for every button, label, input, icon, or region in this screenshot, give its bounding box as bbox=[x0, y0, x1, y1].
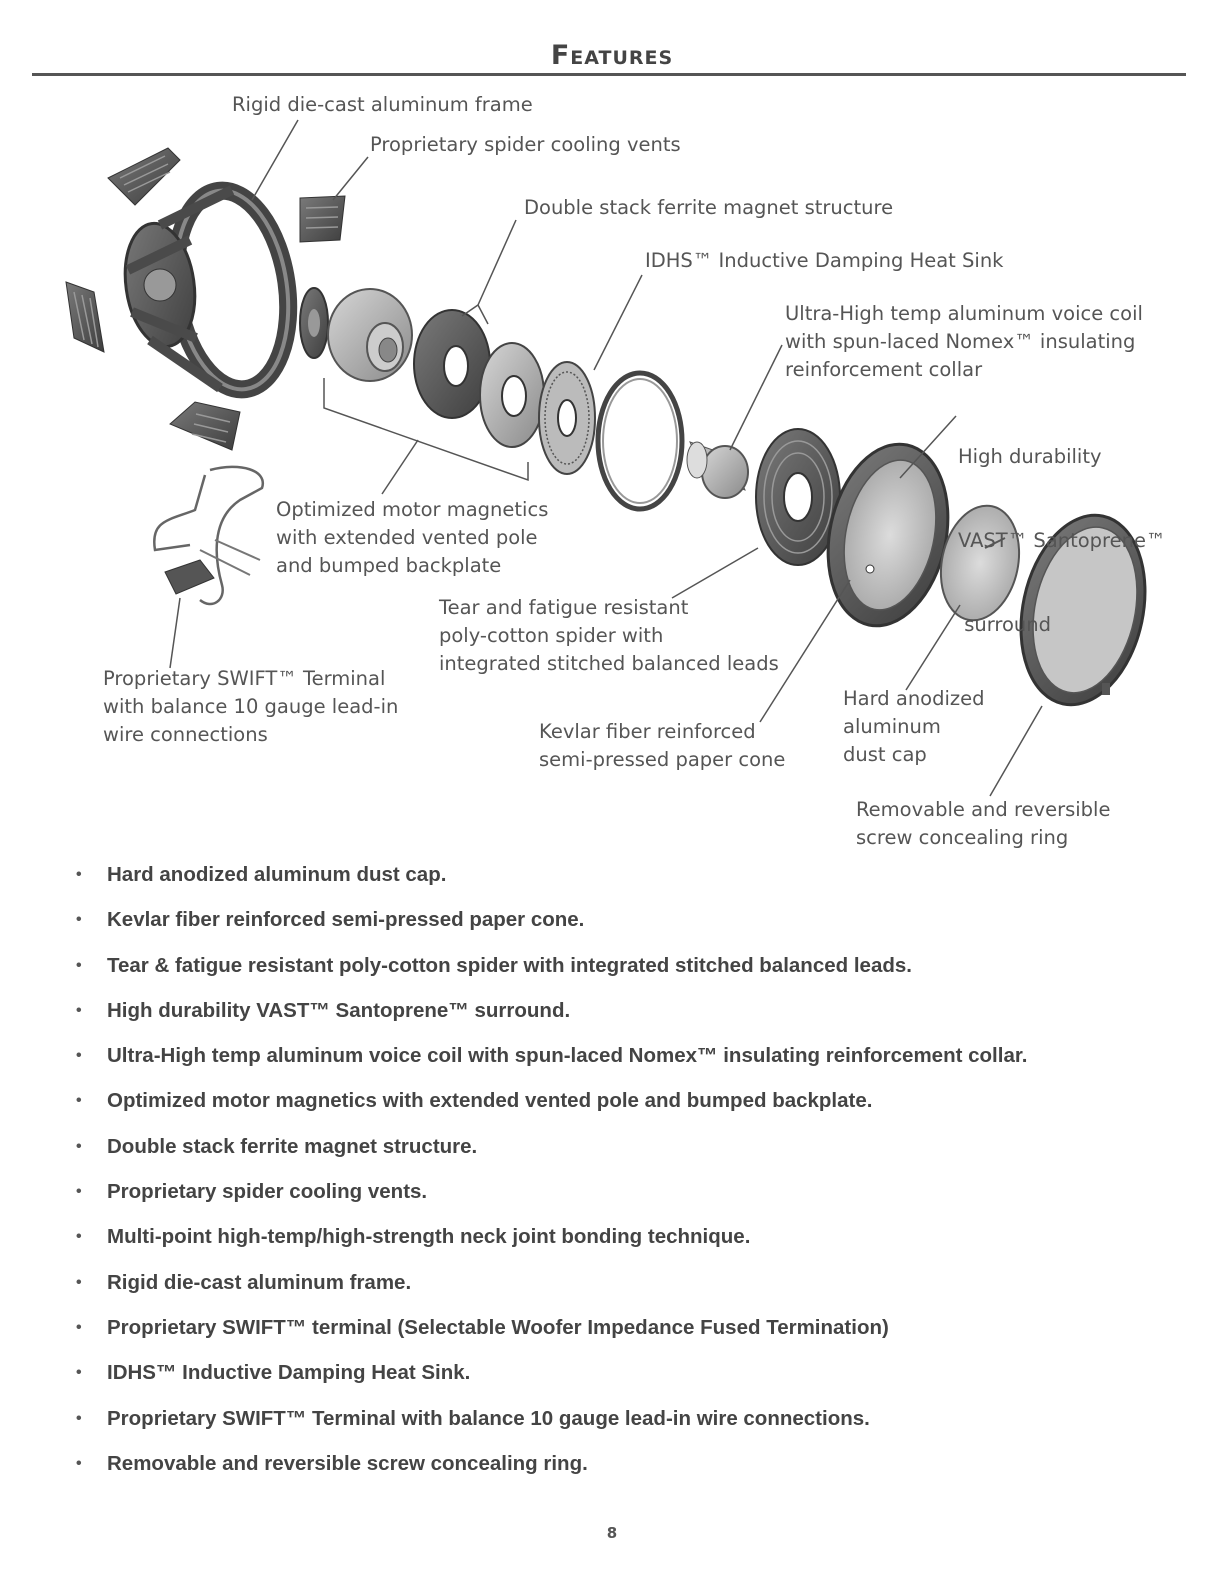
feature-item bbox=[76, 901, 1027, 946]
ferrite-magnet-1 bbox=[414, 310, 490, 418]
callout-line: screw concealing ring bbox=[856, 826, 1069, 849]
callout-line: Double stack ferrite magnet structure bbox=[524, 196, 894, 219]
feature-text: Proprietary spider cooling vents. bbox=[107, 1180, 428, 1204]
die-cast-frame bbox=[118, 183, 301, 396]
callout-line: Rigid die-cast aluminum frame bbox=[232, 93, 533, 116]
callout-line: VAST™ Santoprene™ bbox=[958, 529, 1166, 552]
callout-spider bbox=[439, 594, 779, 678]
features-list bbox=[76, 856, 1027, 1490]
bullet-icon: • bbox=[76, 1409, 82, 1427]
cooling-vent-bottom bbox=[170, 402, 240, 450]
callout-paper-cone bbox=[539, 718, 785, 774]
callout-line: with balance 10 gauge lead-in bbox=[103, 695, 399, 718]
bullet-icon: • bbox=[76, 1364, 82, 1382]
callout-line: Tear and fatigue resistant bbox=[439, 596, 689, 619]
feature-text: High durability VAST™ Santoprene™ surround. bbox=[107, 998, 571, 1022]
callout-line: with spun-laced Nomex™ insulating bbox=[785, 330, 1136, 353]
callout-line: Proprietary SWIFT™ Terminal bbox=[103, 667, 386, 690]
feature-item bbox=[76, 1264, 1027, 1309]
callout-line: dust cap bbox=[843, 743, 927, 766]
callout-surround bbox=[958, 387, 1166, 667]
page-title: Features bbox=[550, 40, 674, 71]
cooling-vent-left bbox=[66, 282, 104, 352]
feature-text: IDHS™ Inductive Damping Heat Sink. bbox=[107, 1361, 471, 1385]
extended-vented-pole bbox=[328, 289, 412, 381]
callout-line: IDHS™ Inductive Damping Heat Sink bbox=[645, 249, 1004, 272]
page-number: 8 bbox=[606, 1524, 618, 1542]
swift-terminal bbox=[154, 467, 263, 604]
feature-text: Multi-point high-temp/high-strength neck joint bonding technique. bbox=[107, 1225, 751, 1249]
feature-item bbox=[76, 1173, 1027, 1218]
voice-coil bbox=[687, 442, 748, 498]
feature-text: Tear & fatigue resistant poly-cotton spider with integrated stitched balanced leads. bbox=[107, 953, 912, 977]
bullet-icon: • bbox=[76, 866, 82, 883]
feature-item bbox=[76, 1128, 1027, 1173]
feature-item bbox=[76, 947, 1027, 992]
callout-idhs bbox=[645, 247, 1003, 275]
callout-line: Proprietary spider cooling vents bbox=[370, 133, 681, 156]
callout-line: surround bbox=[958, 613, 1052, 636]
ferrite-magnet-2 bbox=[480, 343, 544, 447]
feature-text: Ultra-High temp aluminum voice coil with spun-laced Nomex™ insulating reinforcement collar. bbox=[107, 1044, 1028, 1068]
callout-voice-coil bbox=[785, 300, 1143, 384]
callout-line: Removable and reversible bbox=[856, 798, 1111, 821]
callout-cooling-vents bbox=[370, 131, 681, 159]
feature-item bbox=[76, 992, 1027, 1037]
feature-text: Rigid die-cast aluminum frame. bbox=[107, 1270, 412, 1294]
callout-screw-ring bbox=[856, 796, 1110, 852]
callout-motor-magnetics bbox=[276, 496, 548, 580]
reinforcement-collar-ring bbox=[598, 373, 682, 509]
feature-item bbox=[76, 1354, 1027, 1399]
callout-magnet-structure bbox=[524, 194, 893, 222]
callout-line: with extended vented pole bbox=[276, 526, 538, 549]
feature-text: Optimized motor magnetics with extended vented pole and bumped backplate. bbox=[107, 1089, 873, 1113]
callout-line: Kevlar fiber reinforced bbox=[539, 720, 756, 743]
callout-line: Ultra-High temp aluminum voice coil bbox=[785, 302, 1143, 325]
feature-item bbox=[76, 1082, 1027, 1127]
bullet-icon: • bbox=[76, 1318, 82, 1336]
callout-die-cast-frame bbox=[232, 91, 533, 119]
bullet-icon: • bbox=[76, 1001, 82, 1019]
idhs-heat-sink bbox=[539, 362, 595, 474]
feature-item bbox=[76, 1445, 1027, 1490]
feature-text: Double stack ferrite magnet structure. bbox=[107, 1134, 478, 1158]
callout-line: semi-pressed paper cone bbox=[539, 748, 786, 771]
feature-item bbox=[76, 856, 1027, 901]
bullet-icon: • bbox=[76, 956, 82, 974]
bullet-icon: • bbox=[76, 1228, 82, 1246]
bullet-icon: • bbox=[76, 1047, 82, 1065]
callout-line: aluminum bbox=[843, 715, 941, 738]
feature-text: Proprietary SWIFT™ terminal (Selectable Woofer Impedance Fused Termination) bbox=[107, 1315, 889, 1339]
feature-item bbox=[76, 1037, 1027, 1082]
feature-text: Proprietary SWIFT™ Terminal with balance 10 gauge lead-in wire connections. bbox=[107, 1406, 870, 1430]
callout-line: poly-cotton spider with bbox=[439, 624, 664, 647]
callout-line: and bumped backplate bbox=[276, 554, 502, 577]
cooling-vent-top-right bbox=[300, 196, 345, 242]
feature-item bbox=[76, 1218, 1027, 1263]
bullet-icon: • bbox=[76, 1183, 82, 1201]
feature-text: Removable and reversible screw concealing ring. bbox=[107, 1451, 588, 1475]
bullet-icon: • bbox=[76, 1137, 82, 1155]
callout-line: integrated stitched balanced leads bbox=[439, 652, 779, 675]
backplate-disc bbox=[300, 288, 328, 358]
callout-line: reinforcement collar bbox=[785, 358, 983, 381]
bullet-icon: • bbox=[76, 1454, 82, 1472]
bullet-icon: • bbox=[76, 1092, 82, 1110]
callout-line: Optimized motor magnetics bbox=[276, 498, 549, 521]
cooling-vent-top-left bbox=[108, 148, 180, 205]
callout-line: High durability bbox=[958, 445, 1102, 468]
bullet-icon: • bbox=[76, 1273, 82, 1291]
feature-item bbox=[76, 1309, 1027, 1354]
feature-text: Kevlar fiber reinforced semi-pressed paper cone. bbox=[107, 908, 585, 932]
callout-line: Hard anodized bbox=[843, 687, 985, 710]
callout-line: wire connections bbox=[103, 723, 268, 746]
feature-text: Hard anodized aluminum dust cap. bbox=[107, 863, 447, 886]
feature-item bbox=[76, 1400, 1027, 1445]
callout-swift-terminal bbox=[103, 665, 398, 749]
callout-dust-cap bbox=[843, 685, 985, 769]
bullet-icon: • bbox=[76, 911, 82, 929]
